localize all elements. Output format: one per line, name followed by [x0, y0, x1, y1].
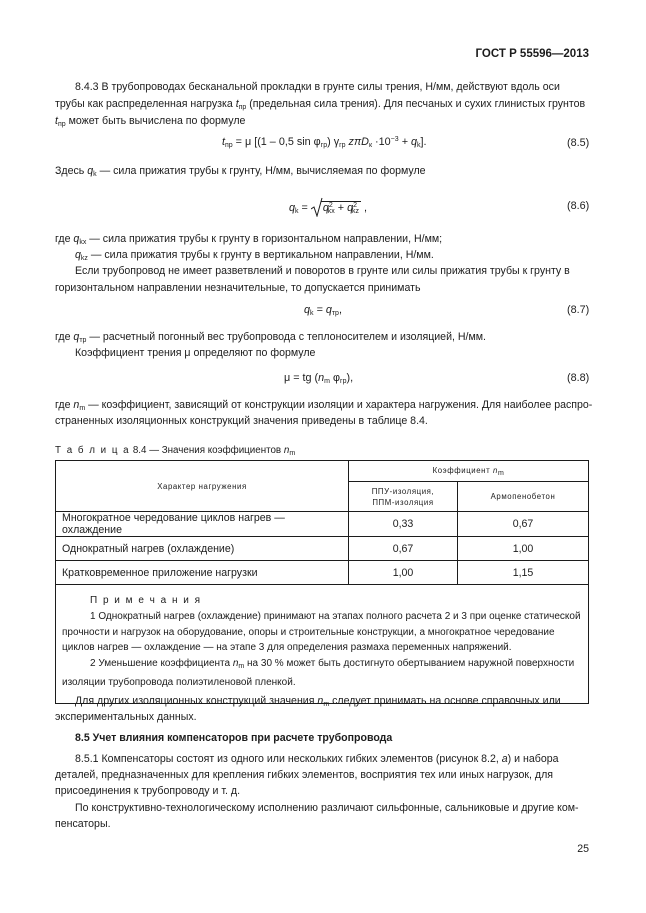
page-number: 25: [577, 843, 589, 855]
header-ppu: ППУ-изоляция, ППМ-изоляция: [349, 482, 458, 512]
formula-8-7-number: (8.7): [567, 304, 590, 316]
table-row: [56, 512, 589, 537]
table-caption: Т а б л и ц а 8.4 — Значения коэффициентов $n_m$: [55, 445, 296, 457]
where-qkz: $q_{kz}$ — сила прижатия трубы к грунту в вертикальном направлении, Н/мм.: [75, 249, 434, 262]
square-root: $q^2_{kx} + q^2_{kz}$: [311, 201, 361, 215]
note1-line2: прочности и нагрузок на оборудование, опоры и строительные конструкции, а многократное чередование: [62, 626, 555, 638]
para-8-5-1-line1: 8.5.1 Компенсаторы состоят из одного или нескольких гибких элементов (рисунок 8.2, а) и набора: [75, 753, 559, 765]
para-8-4-3-line2: трубы как распределенная нагрузка $t_{пр}$ (предельная сила трения). Для песчаных и сухих глинистых грунтов: [55, 98, 586, 111]
para-8-5-1-line2: деталей, предназначенных для крепления гибких элементов, восприятия тех или иных нагрузок, для: [55, 769, 553, 781]
note1-line1: 1 Однократный нагрев (охлаждение) принимают на этапах полного расчета 2 и 3 при оценке статической: [90, 610, 581, 622]
where-qtr: где $q_{тр}$ — расчетный погонный вес трубопровода с теплоносителем и изоляцией, Н/мм.: [55, 331, 486, 344]
para-compensator-types-line1: По конструктивно-технологическому исполнению различают сильфонные, сальниковые и другие ком-: [75, 802, 579, 814]
note2-line2: изоляции трубопровода полиэтиленовой пленкой.: [62, 676, 296, 688]
header-load-type: Характер нагружения: [56, 461, 349, 512]
where-nm-line2: страненных изоляционных конструкций значения приведены в таблице 8.4.: [55, 415, 428, 427]
para-no-branches-line1: Если трубопровод не имеет разветвлений и поворотов в грунте или силы прижатия трубы к грунту в: [75, 265, 570, 277]
radical-sign-icon: [311, 197, 323, 217]
table-notes-row: [56, 585, 589, 704]
table-notes: [56, 585, 589, 704]
row-ppu-value: 0,33: [349, 512, 458, 537]
notes-title: П р и м е ч а н и я: [90, 595, 202, 606]
row-armo-value: 1,15: [458, 561, 589, 585]
formula-8-6-number: (8.6): [567, 200, 590, 212]
para-8-4-3-line1: 8.4.3 В трубопроводах бесканальной прокладки в грунте силы трения, Н/мм, действуют вдоль оси: [75, 81, 560, 93]
table-row: [56, 561, 589, 585]
row-label: Кратковременное приложение нагрузки: [56, 561, 349, 585]
formula-8-5-number: (8.5): [567, 137, 590, 149]
para-no-branches-line2: горизонтальном направлении незначительные, то допускается принимать: [55, 282, 421, 294]
row-ppu-value: 0,67: [349, 537, 458, 561]
para-friction-coef: Коэффициент трения μ определяют по формуле: [75, 347, 316, 359]
row-label: Многократное чередование циклов нагрев — охлаждение: [56, 512, 349, 537]
para-other-insulation-line2: экспериментальных данных.: [55, 711, 197, 723]
section-title: 8.5 Учет влияния компенсаторов при расчете трубопровода: [75, 732, 393, 744]
where-nm-line1: где $n_m$ — коэффициент, зависящий от конструкции изоляции и характера нагружения. Для наиболее распро-: [55, 399, 593, 412]
standard-header: ГОСТ Р 55596—2013: [475, 48, 589, 60]
formula-8-8: μ = tg ($n_m$ $\varphi_{гр}$),: [284, 372, 354, 385]
para-qk-definition: Здесь $q_k$ — сила прижатия трубы к грунту, Н/мм, вычисляемая по формуле: [55, 165, 426, 178]
where-qkx: где $q_{kx}$ — сила прижатия трубы к грунту в горизонтальном направлении, Н/мм;: [55, 233, 443, 246]
table-row: [56, 537, 589, 561]
coefficients-table: [55, 460, 589, 704]
formula-8-5: $t_{пр} = \mu$ [(1 – 0,5 $\sin \varphi_{гр}$) $\gamma_{гр}$ $z\pi D_к \cdot 10^{-3} + q_k$].: [222, 136, 427, 149]
para-compensator-types-line2: пенсаторы.: [55, 818, 111, 830]
note1-line3: циклов нагрев — охлаждение — на этапе 3 для определения размаха переменных напряжений.: [62, 642, 512, 654]
para-8-4-3-line3: $t_{пр}$ может быть вычислена по формуле: [55, 115, 246, 128]
row-armo-value: 0,67: [458, 512, 589, 537]
header-coefficient: Коэффициент $n_m$: [349, 461, 589, 482]
row-armo-value: 1,00: [458, 537, 589, 561]
header-armo: Армопенобетон: [458, 482, 589, 512]
para-other-insulation-line1: Для других изоляционных конструкций значения $n_m$ следует принимать на основе справочных или: [75, 695, 561, 708]
note2-line1: 2 Уменьшение коэффициента $n_m$ на 30 % может быть достигнуто обертыванием наружной поверхности: [90, 658, 575, 671]
formula-8-6: $q_k$ = $q^2_{kx} + q^2_{kz}$ ,: [289, 201, 367, 215]
para-8-5-1-line3: присоединения к трубопроводу и т. д.: [55, 785, 241, 797]
formula-8-7: $q_k = q_{тр}$,: [304, 304, 342, 317]
formula-8-8-number: (8.8): [567, 372, 590, 384]
row-label: Однократный нагрев (охлаждение): [56, 537, 349, 561]
row-ppu-value: 1,00: [349, 561, 458, 585]
